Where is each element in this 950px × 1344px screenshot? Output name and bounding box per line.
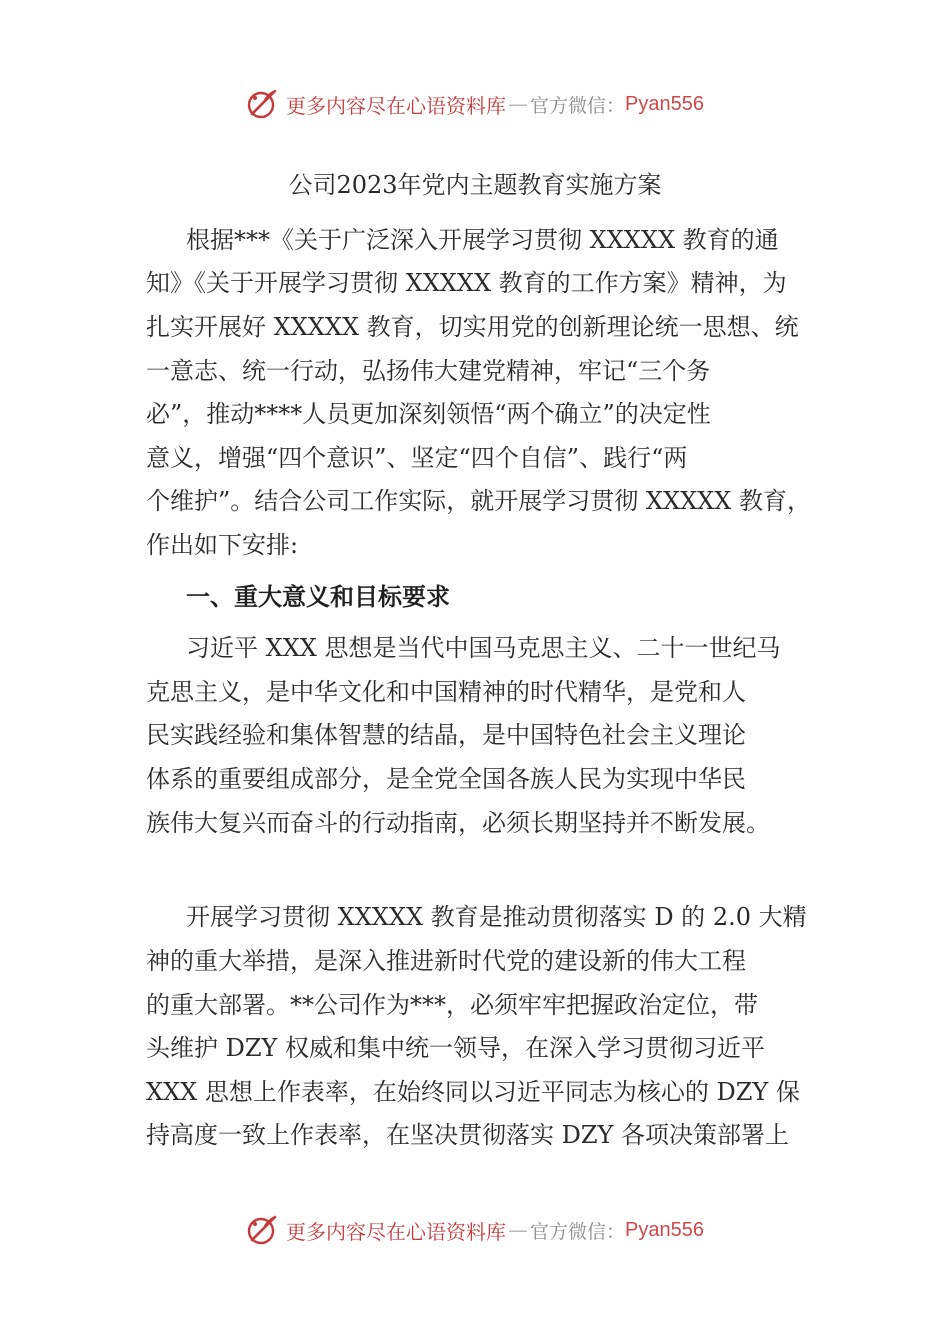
banner-dash: —: [508, 92, 528, 116]
paragraph-line: 的重大部署。**公司作为***，必须牢牢把握政治定位，带: [146, 991, 758, 1019]
paragraph-line: 神的重大举措，是深入推进新时代党的建设新的伟大工程: [146, 947, 746, 975]
footer-watermark-banner: [0, 1210, 950, 1250]
paragraph-line: 体系的重要组成部分，是全党全国各族人民为实现中华民: [146, 765, 746, 793]
paragraph-line: 民实践经验和集体智慧的结晶，是中国特色社会主义理论: [146, 721, 746, 749]
banner-brand-text: 更多内容尽在心语资料库: [286, 93, 506, 118]
paragraph-line: 根据***《关于广泛深入开展学习贯彻 XXXXX 教育的通: [186, 226, 779, 254]
paragraph-line: 族伟大复兴而奋斗的行动指南，必须长期坚持并不断发展。: [146, 809, 770, 837]
paragraph-line: XXX 思想上作表率，在始终同以习近平同志为核心的 DZY 保: [146, 1078, 800, 1106]
paragraph-line: 扎实开展好 XXXXX 教育，切实用党的创新理论统一思想、统: [146, 313, 799, 341]
paragraph-line: 知》《关于开展学习贯彻 XXXXX 教育的工作方案》精神，为: [146, 269, 787, 297]
banner-official-label: 官方微信：: [530, 94, 626, 117]
paragraph-line: 克思主义，是中华文化和中国精神的时代精华，是党和人: [146, 678, 746, 706]
quill-seal-icon: [246, 1213, 280, 1247]
paragraph-line: 一意志、统一行动，弘扬伟大建党精神，牢记“三个务: [146, 357, 711, 385]
paragraph-line: 必”，推动****人员更加深刻领悟“两个确立”的决定性: [146, 400, 711, 428]
banner-wechat-id: Pyan556: [625, 1218, 704, 1241]
paragraph-line: 习近平 XXX 思想是当代中国马克思主义、二十一世纪马: [186, 634, 781, 662]
section-heading: 一、重大意义和目标要求: [186, 583, 450, 611]
banner-dash: —: [508, 1218, 528, 1242]
paragraph-line: 意义，增强“四个意识”、坚定“四个自信”、践行“两: [146, 444, 688, 472]
banner-wechat-id: Pyan556: [625, 92, 704, 115]
quill-seal-icon: [246, 87, 280, 121]
paragraph-line: 头维护 DZY 权威和集中统一领导，在深入学习贯彻习近平: [146, 1034, 766, 1062]
banner-brand-text: 更多内容尽在心语资料库: [286, 1219, 506, 1244]
paragraph-line: 作出如下安排:: [146, 531, 299, 559]
header-watermark-banner: [0, 84, 950, 124]
paragraph-line: 持高度一致上作表率，在坚决贯彻落实 DZY 各项决策部署上: [146, 1121, 790, 1149]
paragraph-line: 开展学习贯彻 XXXXX 教育是推动贯彻落实 D 的 2.0 大精: [186, 903, 807, 931]
document-title: 公司2023年党内主题教育实施方案: [288, 171, 662, 199]
paragraph-line: 个维护”。结合公司工作实际，就开展学习贯彻 XXXXX 教育，: [146, 487, 811, 515]
banner-official-label: 官方微信：: [530, 1220, 626, 1243]
